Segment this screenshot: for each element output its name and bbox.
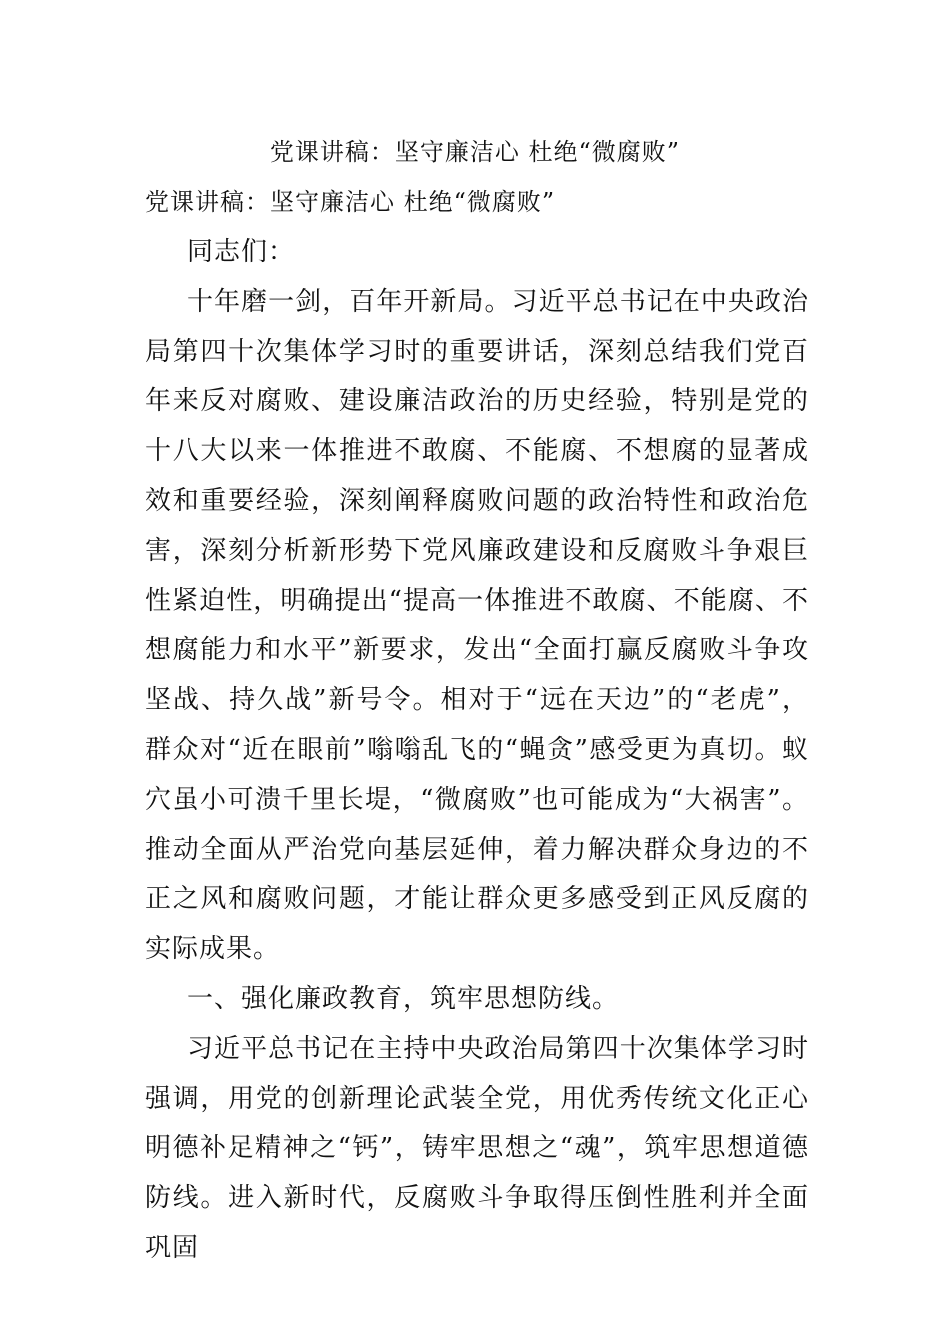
document-title: 党课讲稿：坚守廉洁心 杜绝“微腐败” <box>269 138 681 166</box>
greeting: 同志们： <box>187 237 296 267</box>
document-body <box>145 228 809 1274</box>
paragraph-intro: 十年磨一剑，百年开新局。习近平总书记在中央政治局第四十次集体学习时的重要讲话，深刻总结我们党百年来反对腐败、建设廉洁政治的历史经验，特别是党的十八大以来一体推进不敢腐、不能腐、不想腐的显著成效和重要经验，深刻阐释腐败问题的政治特性和政治危害，深刻分析新形势下党风廉政建设和反腐败斗争艰巨性紧迫性，明确提出“提高一体推进不敢腐、不能腐、不想腐能力和水平”新要求，发出“全面打赢反腐败斗争攻坚战、持久战”新号令。相对于“远在天边”的“老虎”，群众对“近在眼前”嗡嗡乱飞的“蝇贪”感受更为真切。蚁穴虽小可溃千里长堤，“微腐败”也可能成为“大祸害”。推动全面从严治党向基层延伸，着力解决群众身边的不正之风和腐败问题，才能让群众更多感受到正风反腐的实际成果。 <box>145 286 809 965</box>
paragraph-section-1: 习近平总书记在主持中央政治局第四十次集体学习时强调，用党的创新理论武装全党，用优秀传统文化正心明德补足精神之“钙”，铸牢思想之“魂”，筑牢思想道德防线。进入新时代，反腐败斗争取得压倒性胜利并全面巩固 <box>145 1033 809 1263</box>
document-subtitle: 党课讲稿：坚守廉洁心 杜绝“微腐败” <box>145 188 556 216</box>
section-heading: 一、强化廉政教育，筑牢思想防线。 <box>187 983 620 1014</box>
